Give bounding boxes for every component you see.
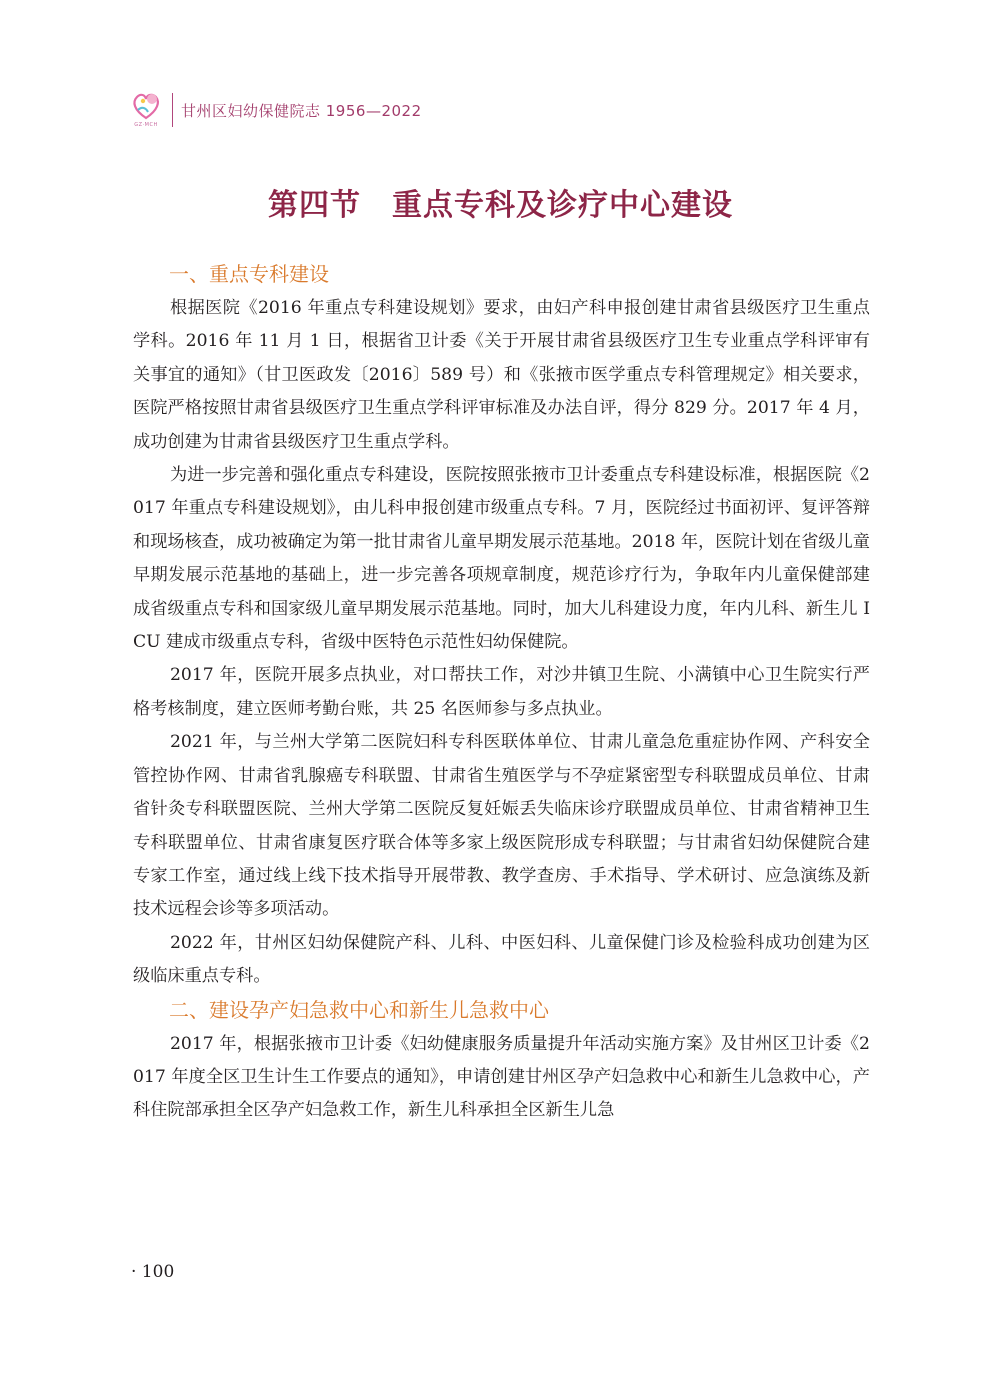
subsection-heading: 一、重点专科建设: [169, 262, 329, 286]
hospital-logo: [128, 88, 164, 132]
paragraph: 2017 年，医院开展多点执业，对口帮扶工作，对沙井镇卫生院、小满镇中心卫生院实行严格考核制度，建立医师考勤台账，共 25 名医师参与多点执业。: [133, 665, 870, 719]
paragraph: 根据医院《2016 年重点专科建设规划》要求，由妇产科申报创建甘肃省县级医疗卫生重点学科。2016 年 11 月 1 日，根据省卫计委《关于开展甘肃省县级医疗卫生专业重点学科评审有关事宜的通知》（甘卫医政发〔2016〕589 号）和《张掖市医学重点专科管理规定》相关要求，医院严格按照甘肃省县级医疗卫生重点学科评审标准及办法自评，得分 829 分。2017 年 4 月，成功创建为甘肃省县级医疗卫生重点学科。: [133, 298, 870, 452]
header-title: 甘州区妇幼保健院志 1956—2022: [181, 101, 422, 120]
header-divider: [172, 93, 173, 127]
paragraph: 为进一步完善和强化重点专科建设，医院按照张掖市卫计委重点专科建设标准，根据医院《2017 年重点专科建设规划》，由儿科申报创建市级重点专科。7 月，医院经过书面初评、复评答辩和现场核查，成功被确定为第一批甘肃省儿童早期发展示范基地。2018 年，医院计划在省级儿童早期发展示范基地的基础上，进一步完善各项规章制度，规范诊疗行为，争取年内儿童保健部建成省级重点专科和国家级儿童早期发展示范基地。同时，加大儿科建设力度，年内儿科、新生儿 ICU 建成市级重点专科，省级中医特色示范性妇幼保健院。: [133, 465, 870, 653]
section-title: 第四节 重点专科及诊疗中心建设: [268, 188, 733, 223]
paragraph: 2021 年，与兰州大学第二医院妇科专科医联体单位、甘肃儿童急危重症协作网、产科安全管控协作网、甘肃省乳腺癌专科联盟、甘肃省生殖医学与不孕症紧密型专科联盟成员单位、甘肃省针灸专科联盟医院、兰州大学第二医院反复妊娠丢失临床诊疗联盟成员单位、甘肃省精神卫生专科联盟单位、甘肃省康复医疗联合体等多家上级医院形成专科联盟；与甘肃省妇幼保健院合建专家工作室，通过线上线下技术指导开展带教、教学查房、手术指导、学术研讨、应急演练及新技术远程会诊等多项活动。: [133, 732, 870, 920]
page-number: · 100: [131, 1262, 175, 1282]
body-content: [133, 258, 870, 1128]
logo-caption: GZ·MCH: [134, 122, 158, 128]
running-header: [128, 88, 422, 132]
subsection-heading: 二、建设孕产妇急救中心和新生儿急救中心: [169, 997, 549, 1022]
paragraph: 2017 年，根据张掖市卫计委《妇幼健康服务质量提升年活动实施方案》及甘州区卫计委《2017 年度全区卫生计生工作要点的通知》，申请创建甘州区孕产妇急救中心和新生儿急救中心，产科住院部承担全区孕产妇急救工作，新生儿科承担全区新生儿急: [133, 1033, 870, 1121]
paragraph: 2022 年，甘州区妇幼保健院产科、儿科、中医妇科、儿童保健门诊及检验科成功创建为区级临床重点专科。: [133, 932, 870, 987]
heart-flower-icon: [128, 88, 164, 122]
